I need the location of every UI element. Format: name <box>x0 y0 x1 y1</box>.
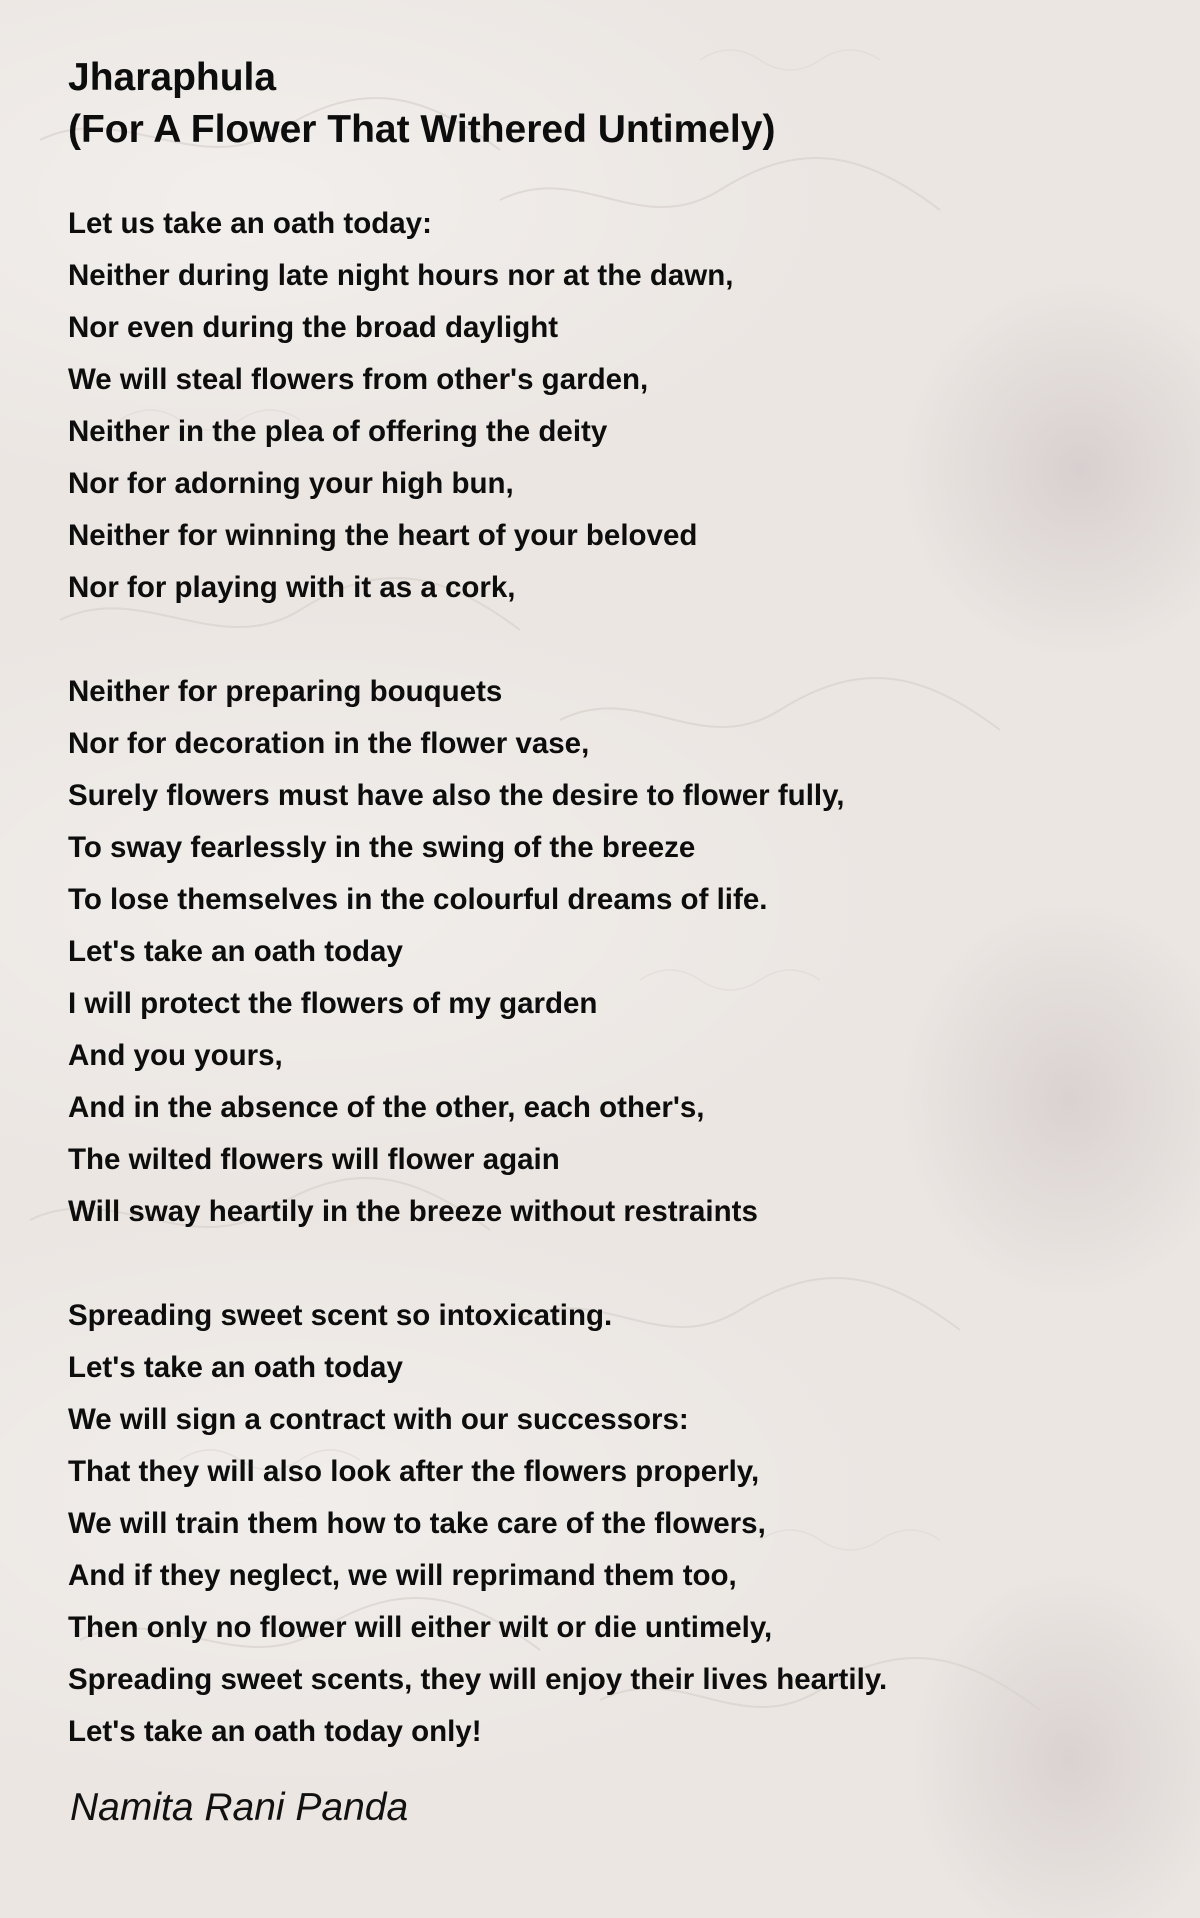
poem-line: The wilted flowers will flower again <box>68 1143 560 1176</box>
poem-line: And you yours, <box>68 1039 283 1072</box>
poem-line: And if they neglect, we will reprimand them too, <box>68 1559 737 1592</box>
poem-title-line-2: (For A Flower That Withered Untimely) <box>68 108 776 151</box>
poem-line: Let us take an oath today: <box>68 207 432 240</box>
poem-line: Then only no flower will either wilt or die untimely, <box>68 1611 773 1644</box>
poem-line: Neither for winning the heart of your beloved <box>68 519 698 552</box>
poem-line: We will steal flowers from other's garden, <box>68 363 649 396</box>
poem-line: Will sway heartily in the breeze without restraints <box>68 1195 758 1228</box>
poem-line: Neither for preparing bouquets <box>68 675 503 708</box>
stanza-2 <box>68 666 1148 1238</box>
poem-line: We will train them how to take care of the flowers, <box>68 1507 766 1540</box>
poem-line: Surely flowers must have also the desire to flower fully, <box>68 779 845 812</box>
poem-line: Nor even during the broad daylight <box>68 311 559 344</box>
poem-line: Nor for playing with it as a cork, <box>68 571 516 604</box>
poem-content <box>68 52 1148 1834</box>
poem-author: Namita Rani Panda <box>70 1786 409 1829</box>
poem-line: Neither during late night hours nor at the dawn, <box>68 259 734 292</box>
poem-line: Nor for decoration in the flower vase, <box>68 727 590 760</box>
poem-line: Neither in the plea of offering the deity <box>68 415 608 448</box>
poem-line: And in the absence of the other, each other's, <box>68 1091 705 1124</box>
poem-line: Let's take an oath today only! <box>68 1715 482 1748</box>
poem-line: I will protect the flowers of my garden <box>68 987 598 1020</box>
poem-line: To sway fearlessly in the swing of the breeze <box>68 831 696 864</box>
poem-line: Nor for adorning your high bun, <box>68 467 514 500</box>
poem-line: To lose themselves in the colourful dreams of life. <box>68 883 768 916</box>
stanza-1 <box>68 198 1148 614</box>
poem-line: That they will also look after the flowers properly, <box>68 1455 760 1488</box>
poem-line: We will sign a contract with our successors: <box>68 1403 689 1436</box>
stanza-3 <box>68 1290 1148 1758</box>
poem-line: Spreading sweet scent so intoxicating. <box>68 1299 613 1332</box>
poem-line: Let's take an oath today <box>68 1351 403 1384</box>
poem-title-line-1: Jharaphula <box>68 56 277 99</box>
poem-line: Spreading sweet scents, they will enjoy their lives heartily. <box>68 1663 888 1696</box>
poem-line: Let's take an oath today <box>68 935 403 968</box>
poem-title <box>68 52 1148 156</box>
